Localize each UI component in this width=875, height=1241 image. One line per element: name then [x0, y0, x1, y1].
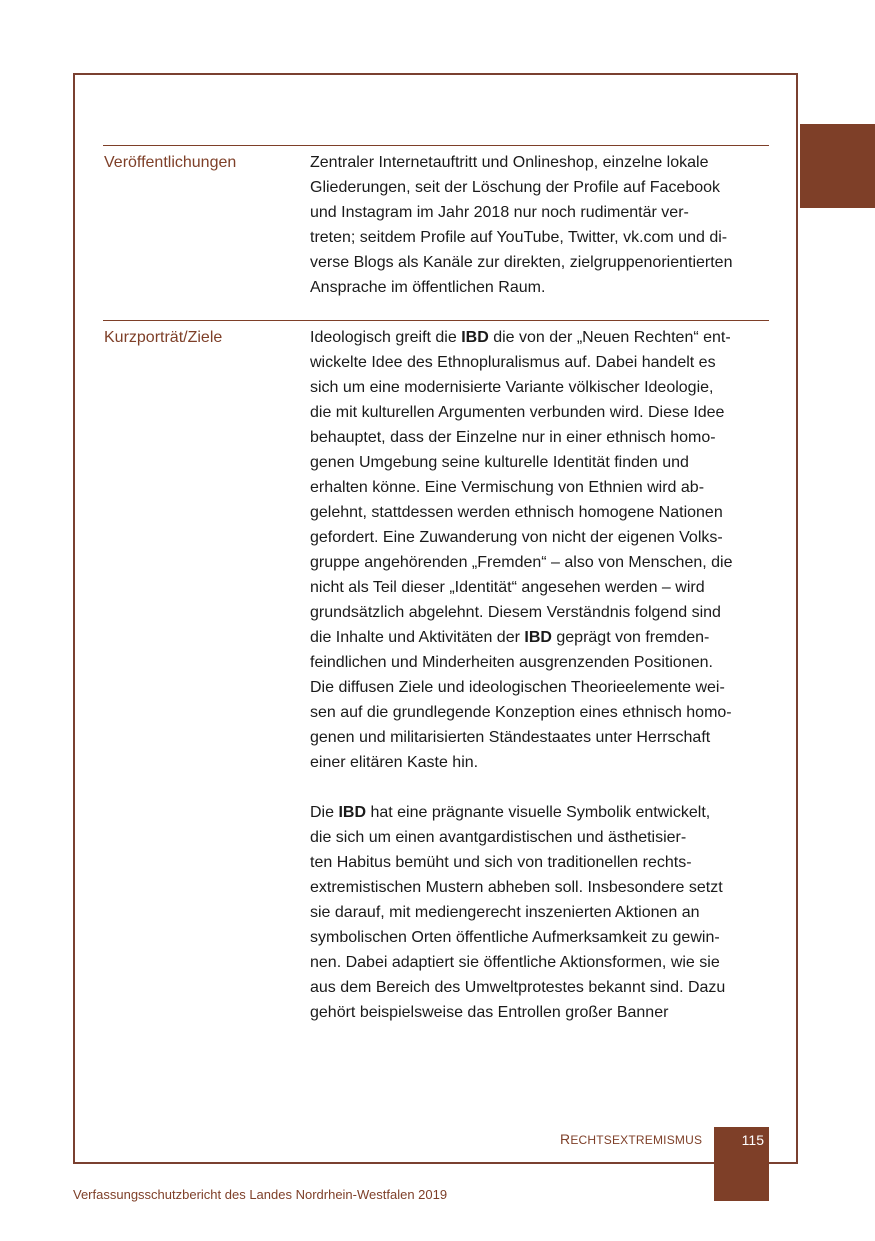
bold-term: IBD [524, 629, 552, 646]
text-segment: genen Umgebung seine kulturelle Identität finden und [310, 454, 689, 471]
body-text-line [310, 728, 710, 748]
text-segment: gelehnt, stattdessen werden ethnisch homogene Nationen [310, 504, 723, 521]
running-footer-section [560, 1131, 702, 1147]
publisher-footer: Verfassungsschutzbericht des Landes Nordrhein-Westfalen 2019 [73, 1187, 448, 1202]
text-segment: wickelte Idee des Ethnopluralismus auf. Dabei handelt es [310, 354, 716, 371]
text-segment: einer elitären Kaste hin. [310, 754, 479, 771]
section-divider [103, 145, 769, 146]
text-segment: grundsätzlich abgelehnt. Diesem Verständnis folgend sind [310, 604, 721, 621]
text-segment: symbolischen Orten öffentliche Aufmerksamkeit zu gewin- [310, 929, 720, 946]
body-text-line [310, 403, 724, 423]
body-text-line [310, 528, 723, 548]
body-text-line [310, 353, 716, 373]
text-segment: aus dem Bereich des Umweltprotestes bekannt sind. Dazu [310, 979, 726, 996]
body-text-line [310, 278, 545, 298]
body-text-line [310, 1003, 668, 1023]
chapter-tab [800, 124, 875, 208]
body-text-line [310, 928, 720, 948]
body-text-line [310, 853, 692, 873]
text-segment: Die diffusen Ziele und ideologischen Theorieelemente wei- [310, 679, 725, 696]
body-text-line [310, 203, 689, 223]
body-text-line [310, 803, 710, 823]
text-segment: ten Habitus bemüht und sich von traditionellen rechts- [310, 854, 692, 871]
text-segment: Ideologisch greift die [310, 329, 462, 346]
body-text-line [310, 978, 725, 998]
text-segment: genen und militarisierten Ständestaates unter Herrschaft [310, 729, 711, 746]
body-text-line [310, 678, 725, 698]
text-segment: gruppe angehörenden „Fremden“ – also von Menschen, die [310, 554, 733, 571]
body-text-line [310, 478, 704, 498]
text-segment: hat eine prägnante visuelle Symbolik entwickelt, [366, 804, 711, 821]
text-segment: erhalten könne. Eine Vermischung von Ethnien wird ab- [310, 479, 705, 496]
body-text-line [310, 428, 716, 448]
text-segment: sen auf die grundlegende Konzeption eines ethnisch homo- [310, 704, 732, 721]
section-rest: ECHTSEXTREMISMUS [570, 1133, 703, 1147]
text-segment: sich um eine modernisierte Variante völkischer Ideologie, [310, 379, 714, 396]
text-segment: nen. Dabei adaptiert sie öffentliche Aktionsformen, wie sie [310, 954, 720, 971]
text-segment: nicht als Teil dieser „Identität“ angesehen werden – wird [310, 579, 705, 596]
text-segment: gehört beispielsweise das Entrollen großer Banner [310, 1004, 669, 1021]
section-label: Veröffentlichungen [104, 154, 237, 171]
page-number-box [714, 1127, 769, 1201]
text-segment: sie darauf, mit mediengerecht inszenierten Aktionen an [310, 904, 700, 921]
text-segment: feindlichen und Minderheiten ausgrenzenden Positionen. [310, 654, 713, 671]
text-segment: verse Blogs als Kanäle zur direkten, zielgruppenorientierten [310, 254, 733, 271]
page-number: 115 [741, 1132, 764, 1148]
text-segment: die mit kulturellen Argumenten verbunden wird. Diese Idee [310, 404, 725, 421]
text-segment: Zentraler Internetauftritt und Onlineshop, einzelne lokale [310, 154, 709, 171]
section-label: Kurzporträt/Ziele [104, 329, 223, 346]
section-initial: R [560, 1131, 571, 1147]
body-text-line [310, 753, 478, 773]
body-text-line [310, 903, 700, 923]
body-text-line [310, 628, 709, 648]
body-text-line [310, 328, 731, 348]
body-text-line [310, 578, 705, 598]
text-segment: und Instagram im Jahr 2018 nur noch rudimentär ver- [310, 204, 689, 221]
text-segment: gefordert. Eine Zuwanderung von nicht der eigenen Volks- [310, 529, 723, 546]
body-text-line [310, 653, 713, 673]
body-text-line [310, 453, 689, 473]
body-text-line [310, 878, 723, 898]
body-text-line [310, 378, 713, 398]
text-segment: Die [310, 804, 339, 821]
text-segment: die sich um einen avantgardistischen und ästhetisier- [310, 829, 687, 846]
text-segment: die von der „Neuen Rechten“ ent- [488, 329, 731, 346]
body-text-line [310, 178, 720, 198]
body-text-line [310, 953, 720, 973]
body-text-line [310, 228, 727, 248]
text-segment: treten; seitdem Profile auf YouTube, Twitter, vk.com und di- [310, 229, 728, 246]
text-segment: Gliederungen, seit der Löschung der Profile auf Facebook [310, 179, 721, 196]
body-text-line [310, 828, 686, 848]
body-text-line [310, 253, 732, 273]
text-segment: die Inhalte und Aktivitäten der [310, 629, 525, 646]
body-text-line [310, 603, 721, 623]
body-text-line [310, 503, 723, 523]
text-segment: Ansprache im öffentlichen Raum. [310, 279, 546, 296]
text-segment: behauptet, dass der Einzelne nur in einer ethnisch homo- [310, 429, 716, 446]
body-text-line [310, 553, 733, 573]
bold-term: IBD [461, 329, 489, 346]
bold-term: IBD [338, 804, 367, 821]
body-text-line [310, 153, 708, 173]
body-text-line [310, 703, 732, 723]
text-segment: extremistischen Mustern abheben soll. Insbesondere setzt [310, 879, 723, 896]
section-divider [103, 320, 769, 321]
text-segment: geprägt von fremden- [551, 629, 710, 646]
